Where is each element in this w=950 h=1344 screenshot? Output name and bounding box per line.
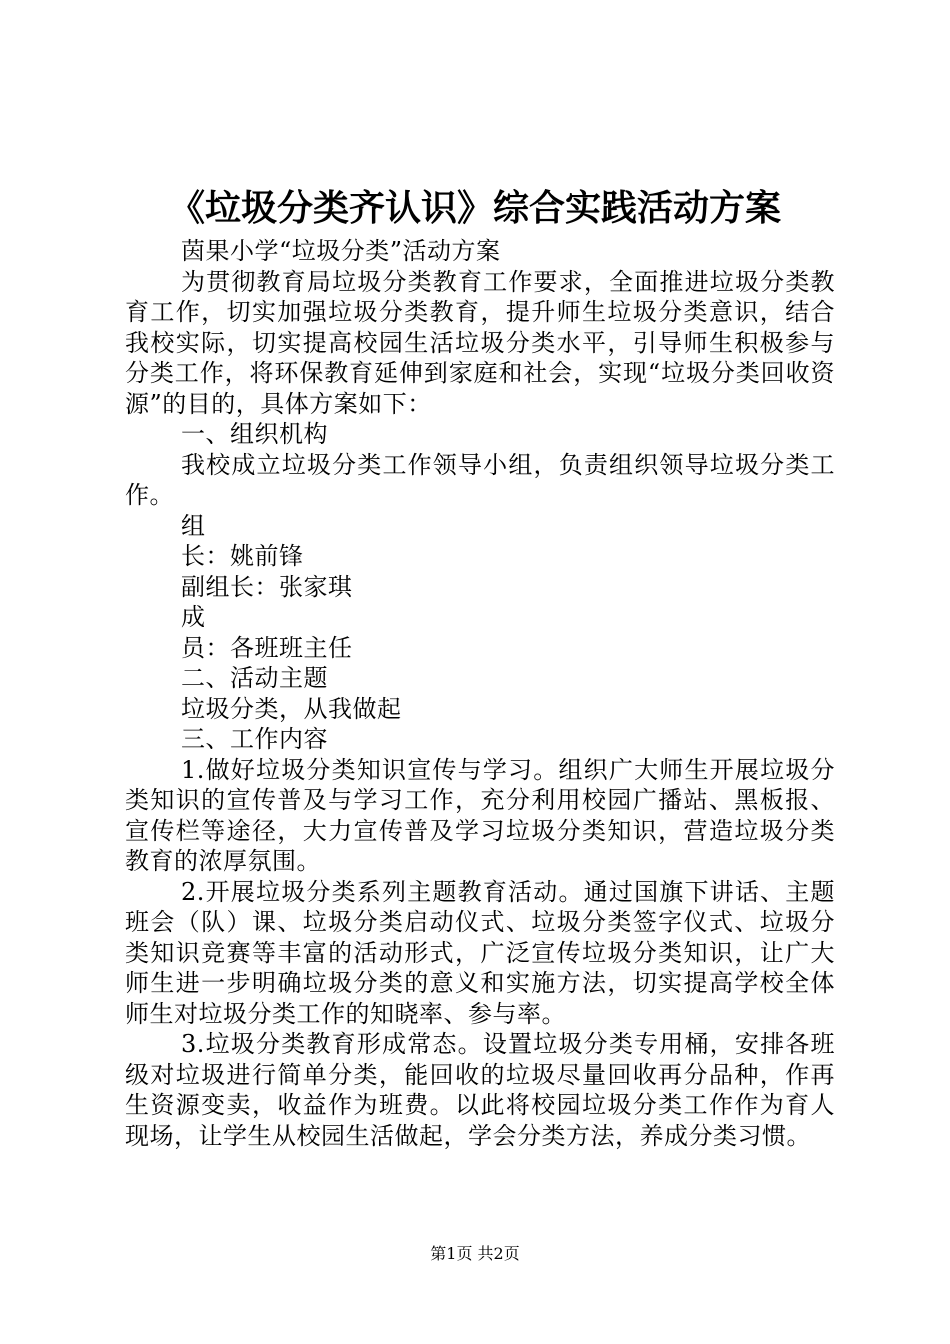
page-footer: 第1页 共2页 xyxy=(430,1244,520,1263)
section-heading-theme: 二、活动主题 xyxy=(181,664,328,692)
paragraph-theme: 垃圾分类，从我做起 xyxy=(181,694,402,723)
paragraph-subtitle: 茵果小学“垃圾分类”活动方案 xyxy=(181,237,501,265)
deputy-leader-line: 副组长：张家琪 xyxy=(181,572,353,601)
paragraph-intro: 为贯彻教育局垃圾分类教育工作要求，全面推进垃圾分类教育工作，切实加强垃圾分类教育，提升师生垃圾分类意识，结合我校实际，切实提高校园生活垃圾分类水平，引导师生积极参与分类工作，将环保教育延伸到家庭和社会，实现“垃圾分类回收资源”的目的，具体方案如下： xyxy=(125,267,835,418)
section-heading-work-content: 三、工作内容 xyxy=(181,725,328,753)
work-item-2: 2.开展垃圾分类系列主题教育活动。通过国旗下讲话、主题班会（队）课、垃圾分类启动仪式、垃圾分类签字仪式、垃圾分类知识竞赛等丰富的活动形式，广泛宣传垃圾分类知识，让广大师生进一步明确垃圾分类的意义和实施方法，切实提高学校全体师生对垃圾分类工作的知晓率、参与率。 xyxy=(125,877,835,1028)
work-item-1: 1.做好垃圾分类知识宣传与学习。组织广大师生开展垃圾分类知识的宣传普及与学习工作，充分利用校园广播站、黑板报、宣传栏等途径，大力宣传普及学习垃圾分类知识，营造垃圾分类教育的浓厚氛围。 xyxy=(125,755,835,875)
leader-label-part1: 组 xyxy=(181,511,206,540)
members-label-part1: 成 xyxy=(181,603,206,631)
document-body xyxy=(125,236,835,1151)
leader-label-part2: 长：姚前锋 xyxy=(181,542,304,570)
members-label-part2: 员：各班班主任 xyxy=(181,633,353,662)
work-item-3: 3.垃圾分类教育形成常态。设置垃圾分类专用桶，安排各班级对垃圾进行简单分类，能回收的垃圾尽量回收再分品种，作再生资源变卖，收益作为班费。以此将校园垃圾分类工作作为育人现场，让学生从校园生活做起，学会分类方法，养成分类习惯。 xyxy=(125,1030,835,1150)
section-heading-organization: 一、组织机构 xyxy=(181,420,328,448)
paragraph-organization: 我校成立垃圾分类工作领导小组，负责组织领导垃圾分类工作。 xyxy=(125,450,835,509)
document-title: 《垃圾分类齐认识》综合实践活动方案 xyxy=(168,187,781,229)
